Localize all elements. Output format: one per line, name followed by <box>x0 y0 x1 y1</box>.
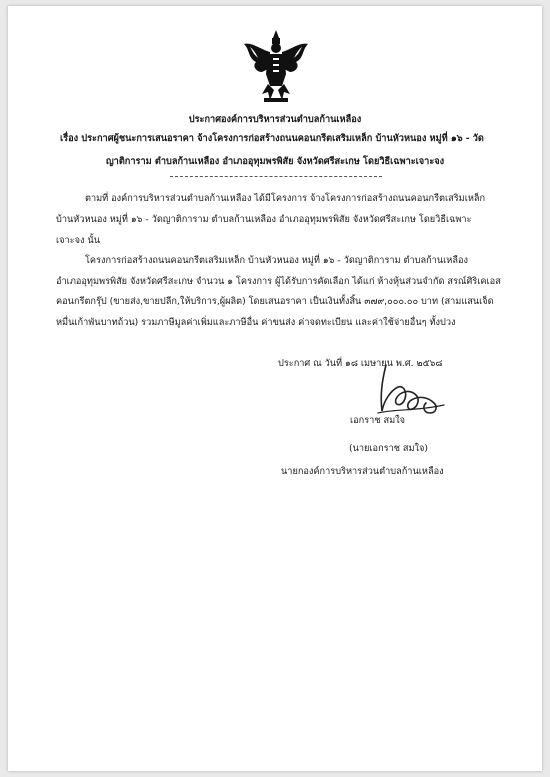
handwritten-signature <box>364 361 450 419</box>
body-line: คอนกรีตกรุ๊ป (ขายส่ง,ขายปลีก,ให้บริการ,ผู้ผลิต) โดยเสนอราคา เป็นเงินทั้งสิ้น ๓๗๙,๐๐๐.๐๐ บาท (สามแสนเจ็ด <box>56 296 494 307</box>
document-page <box>8 6 542 771</box>
subject-line-2: ญาติการาม ตำบลก้านเหลือง อำเภออุทุมพรพิสัย จังหวัดศรีสะเกษ โดยวิธีเฉพาะเจาะจง <box>105 156 445 167</box>
divider <box>170 176 382 177</box>
signer-name: เอกราช สมใจ <box>350 415 406 426</box>
document-title: ประกาศองค์การบริหารส่วนตำบลก้านเหลือง <box>188 114 362 125</box>
subject-line-1: เรื่อง ประกาศผู้ชนะการเสนอราคา จ้างโครงการก่อสร้างถนนคอนกรีตเสริมเหล็ก บ้านหัวหนอง หมู่ที่ ๑๖ - วัด <box>60 133 484 144</box>
body-line: ตามที่ องค์การบริหารส่วนตำบลก้านเหลือง ได้มีโครงการ จ้างโครงการก่อสร้างถนนคอนกรีตเสริมเหล็ก <box>85 193 486 204</box>
announcement-date: ประกาศ ณ วันที่ ๑๘ เมษายน พ.ศ. ๒๕๖๘ <box>278 358 443 369</box>
signer-full-name: (นายเอกราช สมใจ) <box>349 443 428 454</box>
body-line: หมื่นเก้าพันบาทถ้วน) รวมภาษีมูลค่าเพิ่มและภาษีอื่น ค่าขนส่ง ค่าจดทะเบียน และค่าใช้จ่ายอื่นๆ ทั้งปวง <box>56 317 456 328</box>
body-line: อำเภออุทุมพรพิสัย จังหวัดศรีสะเกษ จำนวน ๑ โครงการ ผู้ได้รับการคัดเลือก ได้แก่ ห้างหุ้นส่วนจำกัด สรณ์ศิริเคเอส <box>56 276 501 287</box>
body-line: บ้านหัวหนอง หมู่ที่ ๑๖ - วัดญาติการาม ตำบลก้านเหลือง อำเภออุทุมพรพิสัย จังหวัดศรีสะเกษ โดยวิธีเฉพาะ <box>56 214 472 225</box>
body-line: เจาะจง นั้น <box>56 235 100 246</box>
signer-position: นายกองค์การบริหารส่วนตำบลก้านเหลือง <box>281 466 444 477</box>
body-line: โครงการก่อสร้างถนนคอนกรีตเสริมเหล็ก บ้านหัวหนอง หมู่ที่ ๑๖ - วัดญาติการาม ตำบลก้านเหลือง <box>85 255 468 266</box>
garuda-emblem-icon <box>242 28 310 104</box>
